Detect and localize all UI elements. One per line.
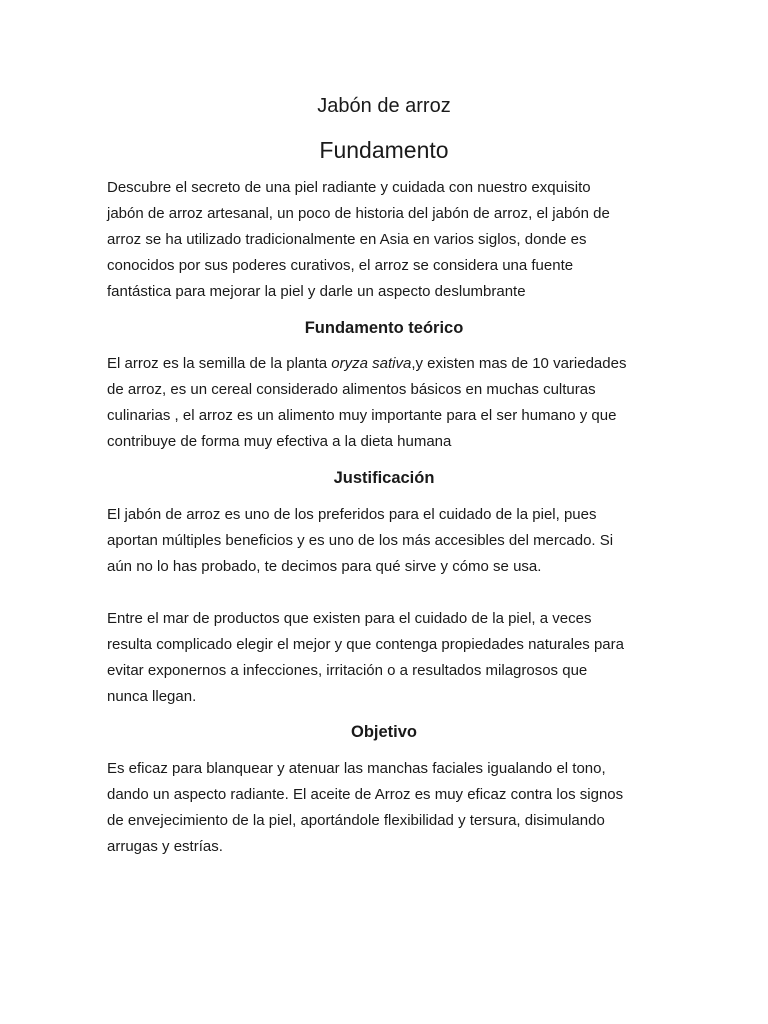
- paragraph-line: resulta complicado elegir el mejor y que contenga propiedades naturales para: [107, 636, 624, 653]
- paragraph-line: dando un aspecto radiante. El aceite de Arroz es muy eficaz contra los signos: [107, 786, 624, 803]
- justificacion-paragraph-2: [107, 606, 667, 710]
- paragraph-line: arroz se ha utilizado tradicionalmente en Asia en varios siglos, donde es: [107, 231, 587, 248]
- paragraph-line: de arroz, es un cereal considerado alimentos básicos en muchas culturas: [107, 381, 596, 398]
- paragraph-line: [107, 351, 667, 377]
- scientific-name: oryza sativa: [331, 355, 412, 372]
- justificacion-paragraph-1: [107, 502, 667, 580]
- paragraph-line: Es eficaz para blanquear y atenuar las manchas faciales igualando el tono,: [107, 760, 606, 777]
- document-title: Jabón de arroz: [317, 95, 451, 117]
- line-text: El arroz es la semilla de la planta: [107, 355, 332, 372]
- paragraph-line: nunca llegan.: [107, 688, 197, 705]
- paragraph-line: Entre el mar de productos que existen para el cuidado de la piel, a veces: [107, 610, 592, 627]
- paragraph-line: contribuye de forma muy efectiva a la dieta humana: [107, 433, 452, 450]
- paragraph-line: conocidos por sus poderes curativos, el arroz se considera una fuente: [107, 257, 574, 274]
- paragraph-line: fantástica para mejorar la piel y darle un aspecto deslumbrante: [107, 283, 526, 300]
- main-heading: Fundamento: [319, 137, 449, 163]
- objetivo-paragraph: [107, 756, 667, 860]
- paragraph-line: de envejecimiento de la piel, aportándole flexibilidad y tersura, disimulando: [107, 812, 605, 829]
- section-heading-teorico: Fundamento teórico: [304, 319, 464, 337]
- paragraph-line: aún no lo has probado, te decimos para qué sirve y cómo se usa.: [107, 558, 542, 575]
- paragraph-line: arrugas y estrías.: [107, 838, 223, 855]
- section-heading-objetivo: Objetivo: [350, 723, 417, 741]
- line-text: ,y existen mas de 10 variedades: [411, 355, 627, 372]
- intro-paragraph: [107, 175, 667, 305]
- teorico-paragraph: [107, 351, 667, 455]
- paragraph-line: El jabón de arroz es uno de los preferidos para el cuidado de la piel, pues: [107, 506, 597, 523]
- section-heading-justificacion: Justificación: [333, 469, 435, 487]
- paragraph-line: Descubre el secreto de una piel radiante y cuidada con nuestro exquisito: [107, 179, 591, 196]
- paragraph-line: aportan múltiples beneficios y es uno de los más accesibles del mercado. Si: [107, 532, 614, 549]
- paragraph-line: evitar exponernos a infecciones, irritación o a resultados milagrosos que: [107, 662, 588, 679]
- paragraph-line: jabón de arroz artesanal, un poco de historia del jabón de arroz, el jabón de: [107, 205, 610, 222]
- paragraph-line: culinarias , el arroz es un alimento muy importante para el ser humano y que: [107, 407, 617, 424]
